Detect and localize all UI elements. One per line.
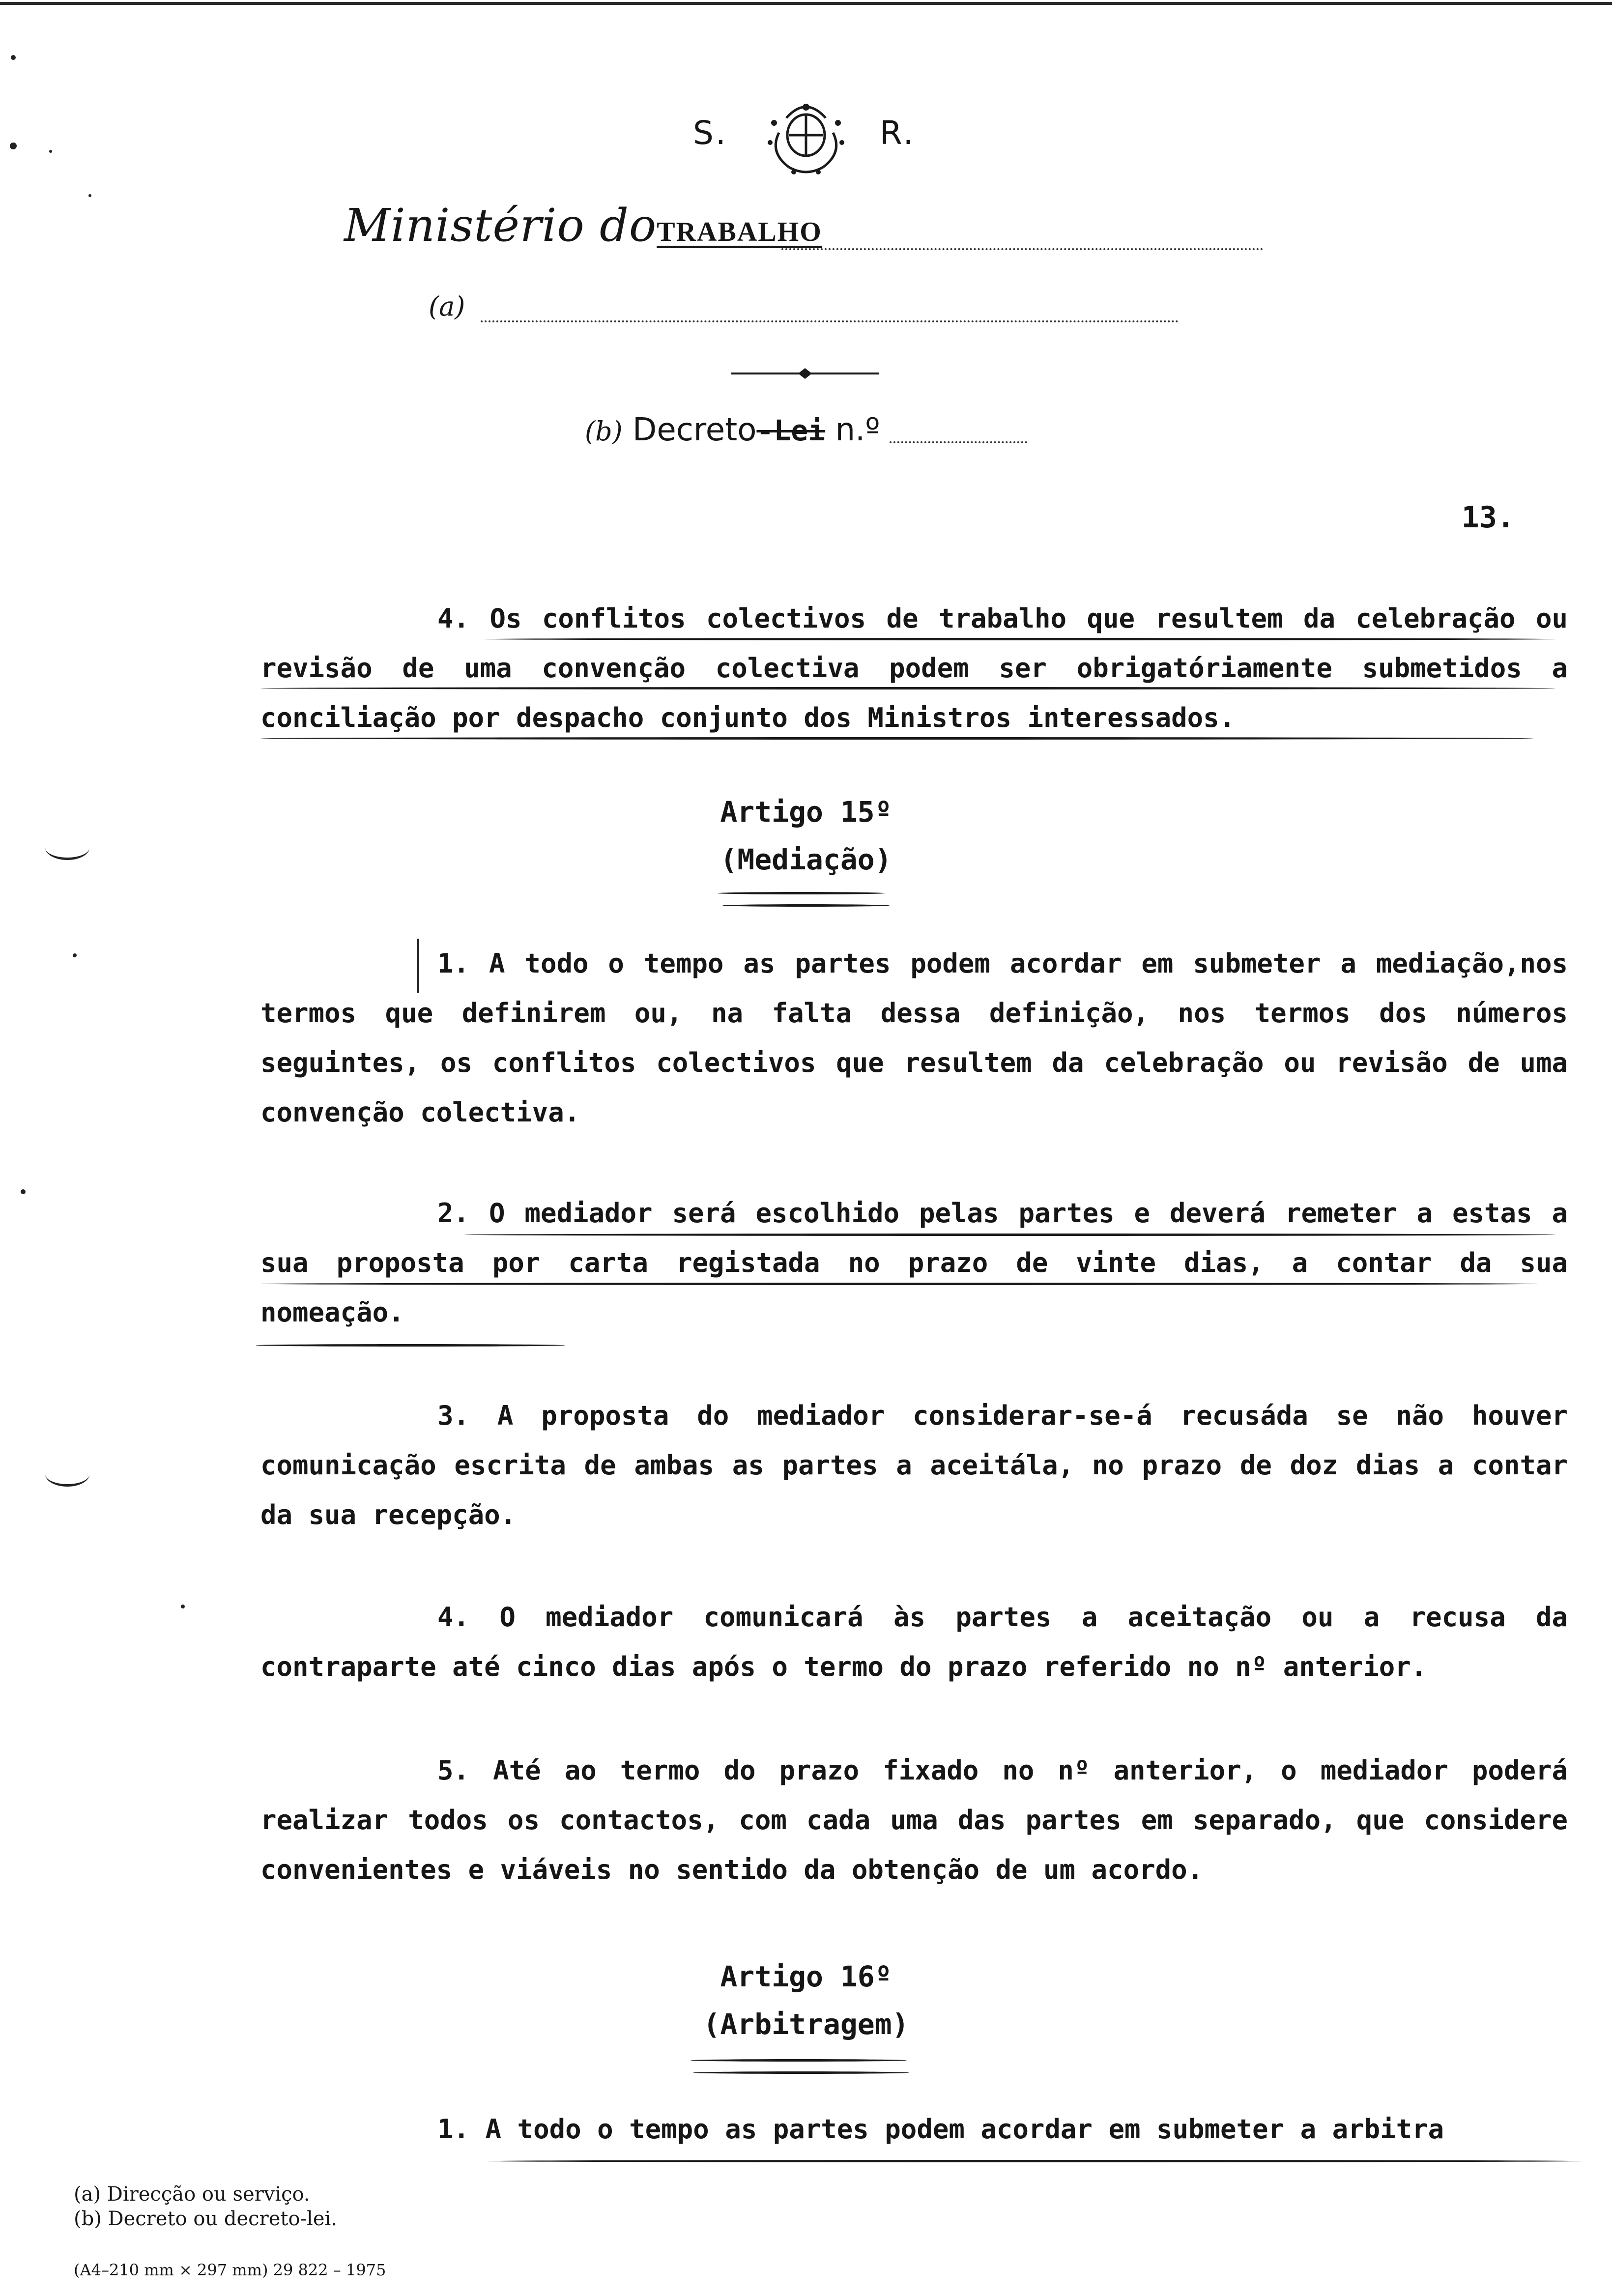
scan-speck bbox=[49, 150, 52, 153]
scan-hole-mark bbox=[45, 835, 89, 860]
article-15-subtitle: (Mediação) bbox=[720, 843, 892, 876]
handwritten-underline bbox=[260, 687, 1555, 689]
header-letter-s: S. bbox=[693, 114, 728, 152]
decree-line bbox=[585, 412, 880, 448]
handwritten-underline bbox=[464, 1234, 1555, 1236]
page-number: 13. bbox=[1461, 500, 1515, 535]
republic-crest-icon bbox=[759, 98, 853, 177]
paragraph-top-4-text: 4. Os conflitos colectivos de trabalho que resultem da celebração ou revisão de uma convenção colectiva podem ser obrigatóriamente submetidos a conciliação por despacho conjunto dos Ministros interessados. bbox=[260, 603, 1568, 733]
decree-lei-struck: -Lei bbox=[756, 414, 826, 447]
field-a-dotted-line bbox=[481, 320, 1179, 322]
article-15-paragraph-4-text: 4. O mediador comunicará às partes a aceitação ou a recusa da contraparte até cinco dias após o termo do prazo referido no nº anterior. bbox=[260, 1602, 1568, 1682]
handwritten-underline bbox=[260, 1283, 1538, 1285]
decree-text: Decreto bbox=[633, 412, 757, 448]
article-15-paragraph-5-text: 5. Até ao termo do prazo fixado no nº anterior, o mediador poderá realizar todos os contactos, com cada uma das partes em separado, que considere convenientes e viáveis no sentido da obtenção de um acordo. bbox=[260, 1755, 1568, 1885]
scan-speck bbox=[11, 55, 16, 60]
ornament-divider bbox=[731, 366, 879, 381]
scan-speck bbox=[21, 1189, 26, 1194]
handwritten-underline bbox=[256, 1344, 565, 1347]
footnote-a: (a) Direcção ou serviço. bbox=[74, 2183, 310, 2206]
paragraph-top-4 bbox=[260, 594, 1568, 743]
ministry-prefix: Ministério do bbox=[344, 199, 657, 252]
article-15-paragraph-1-text: 1. A todo o tempo as partes podem acordar em submeter a mediação,nos termos que definirem ou, na falta dessa definição, nos termos dos números seguintes, os conflitos colectivos que resultem da celebração ou revisão de uma convenção colectiva. bbox=[260, 948, 1568, 1128]
scan-speck bbox=[181, 1605, 185, 1608]
field-a-label: (a) bbox=[429, 291, 465, 322]
scan-speck bbox=[10, 143, 17, 149]
article-15-paragraph-4 bbox=[260, 1592, 1568, 1692]
scan-speck bbox=[73, 953, 77, 957]
scan-speck bbox=[88, 194, 91, 197]
handwritten-underline bbox=[487, 2160, 1583, 2162]
article-16-heading: Artigo 16º bbox=[720, 1960, 892, 1993]
footnote-b: (b) Decreto ou decreto-lei. bbox=[74, 2208, 338, 2230]
handwritten-underline bbox=[484, 638, 1555, 640]
ministry-name: TRABALHO bbox=[657, 217, 822, 247]
decree-dotted-line bbox=[890, 441, 1027, 443]
article-15-paragraph-2-text: 2. O mediador será escolhido pelas partes e deverá remeter a estas a sua proposta por carta registada no prazo de vinte dias, a contar da sua nomeação. bbox=[260, 1198, 1568, 1328]
print-info: (A4–210 mm × 297 mm) 29 822 – 1975 bbox=[74, 2261, 386, 2279]
article-16-paragraph-1-text: 1. A todo o tempo as partes podem acordar em submeter a arbitra bbox=[437, 2114, 1444, 2145]
handwritten-underline bbox=[691, 2059, 907, 2062]
article-16-subtitle: (Arbitragem) bbox=[703, 2008, 909, 2041]
handwritten-underline bbox=[722, 904, 890, 907]
article-15-heading: Artigo 15º bbox=[720, 795, 892, 829]
ministry-title bbox=[344, 199, 822, 252]
header-letter-r: R. bbox=[880, 114, 916, 152]
scan-hole-mark bbox=[45, 1462, 89, 1487]
top-border-rule bbox=[0, 2, 1612, 5]
article-16-paragraph-1 bbox=[260, 2104, 1568, 2154]
decree-label-b: (b) bbox=[585, 416, 623, 447]
handwritten-underline bbox=[718, 892, 885, 894]
article-15-paragraph-3-text: 3. A proposta do mediador considerar-se-á recusáda se não houver comunicação escrita de ambas as partes a aceitála, no prazo de doz dias a contar da sua recepção. bbox=[260, 1400, 1568, 1530]
article-15-paragraph-3 bbox=[260, 1391, 1568, 1540]
decree-number-label: n.º bbox=[835, 412, 880, 448]
handwritten-underline bbox=[260, 737, 1533, 740]
ministry-dotted-line bbox=[781, 248, 1263, 250]
handwritten-underline bbox=[693, 2071, 909, 2074]
article-15-paragraph-5 bbox=[260, 1746, 1568, 1894]
article-15-paragraph-2 bbox=[260, 1188, 1568, 1337]
article-15-paragraph-1 bbox=[260, 939, 1568, 1137]
